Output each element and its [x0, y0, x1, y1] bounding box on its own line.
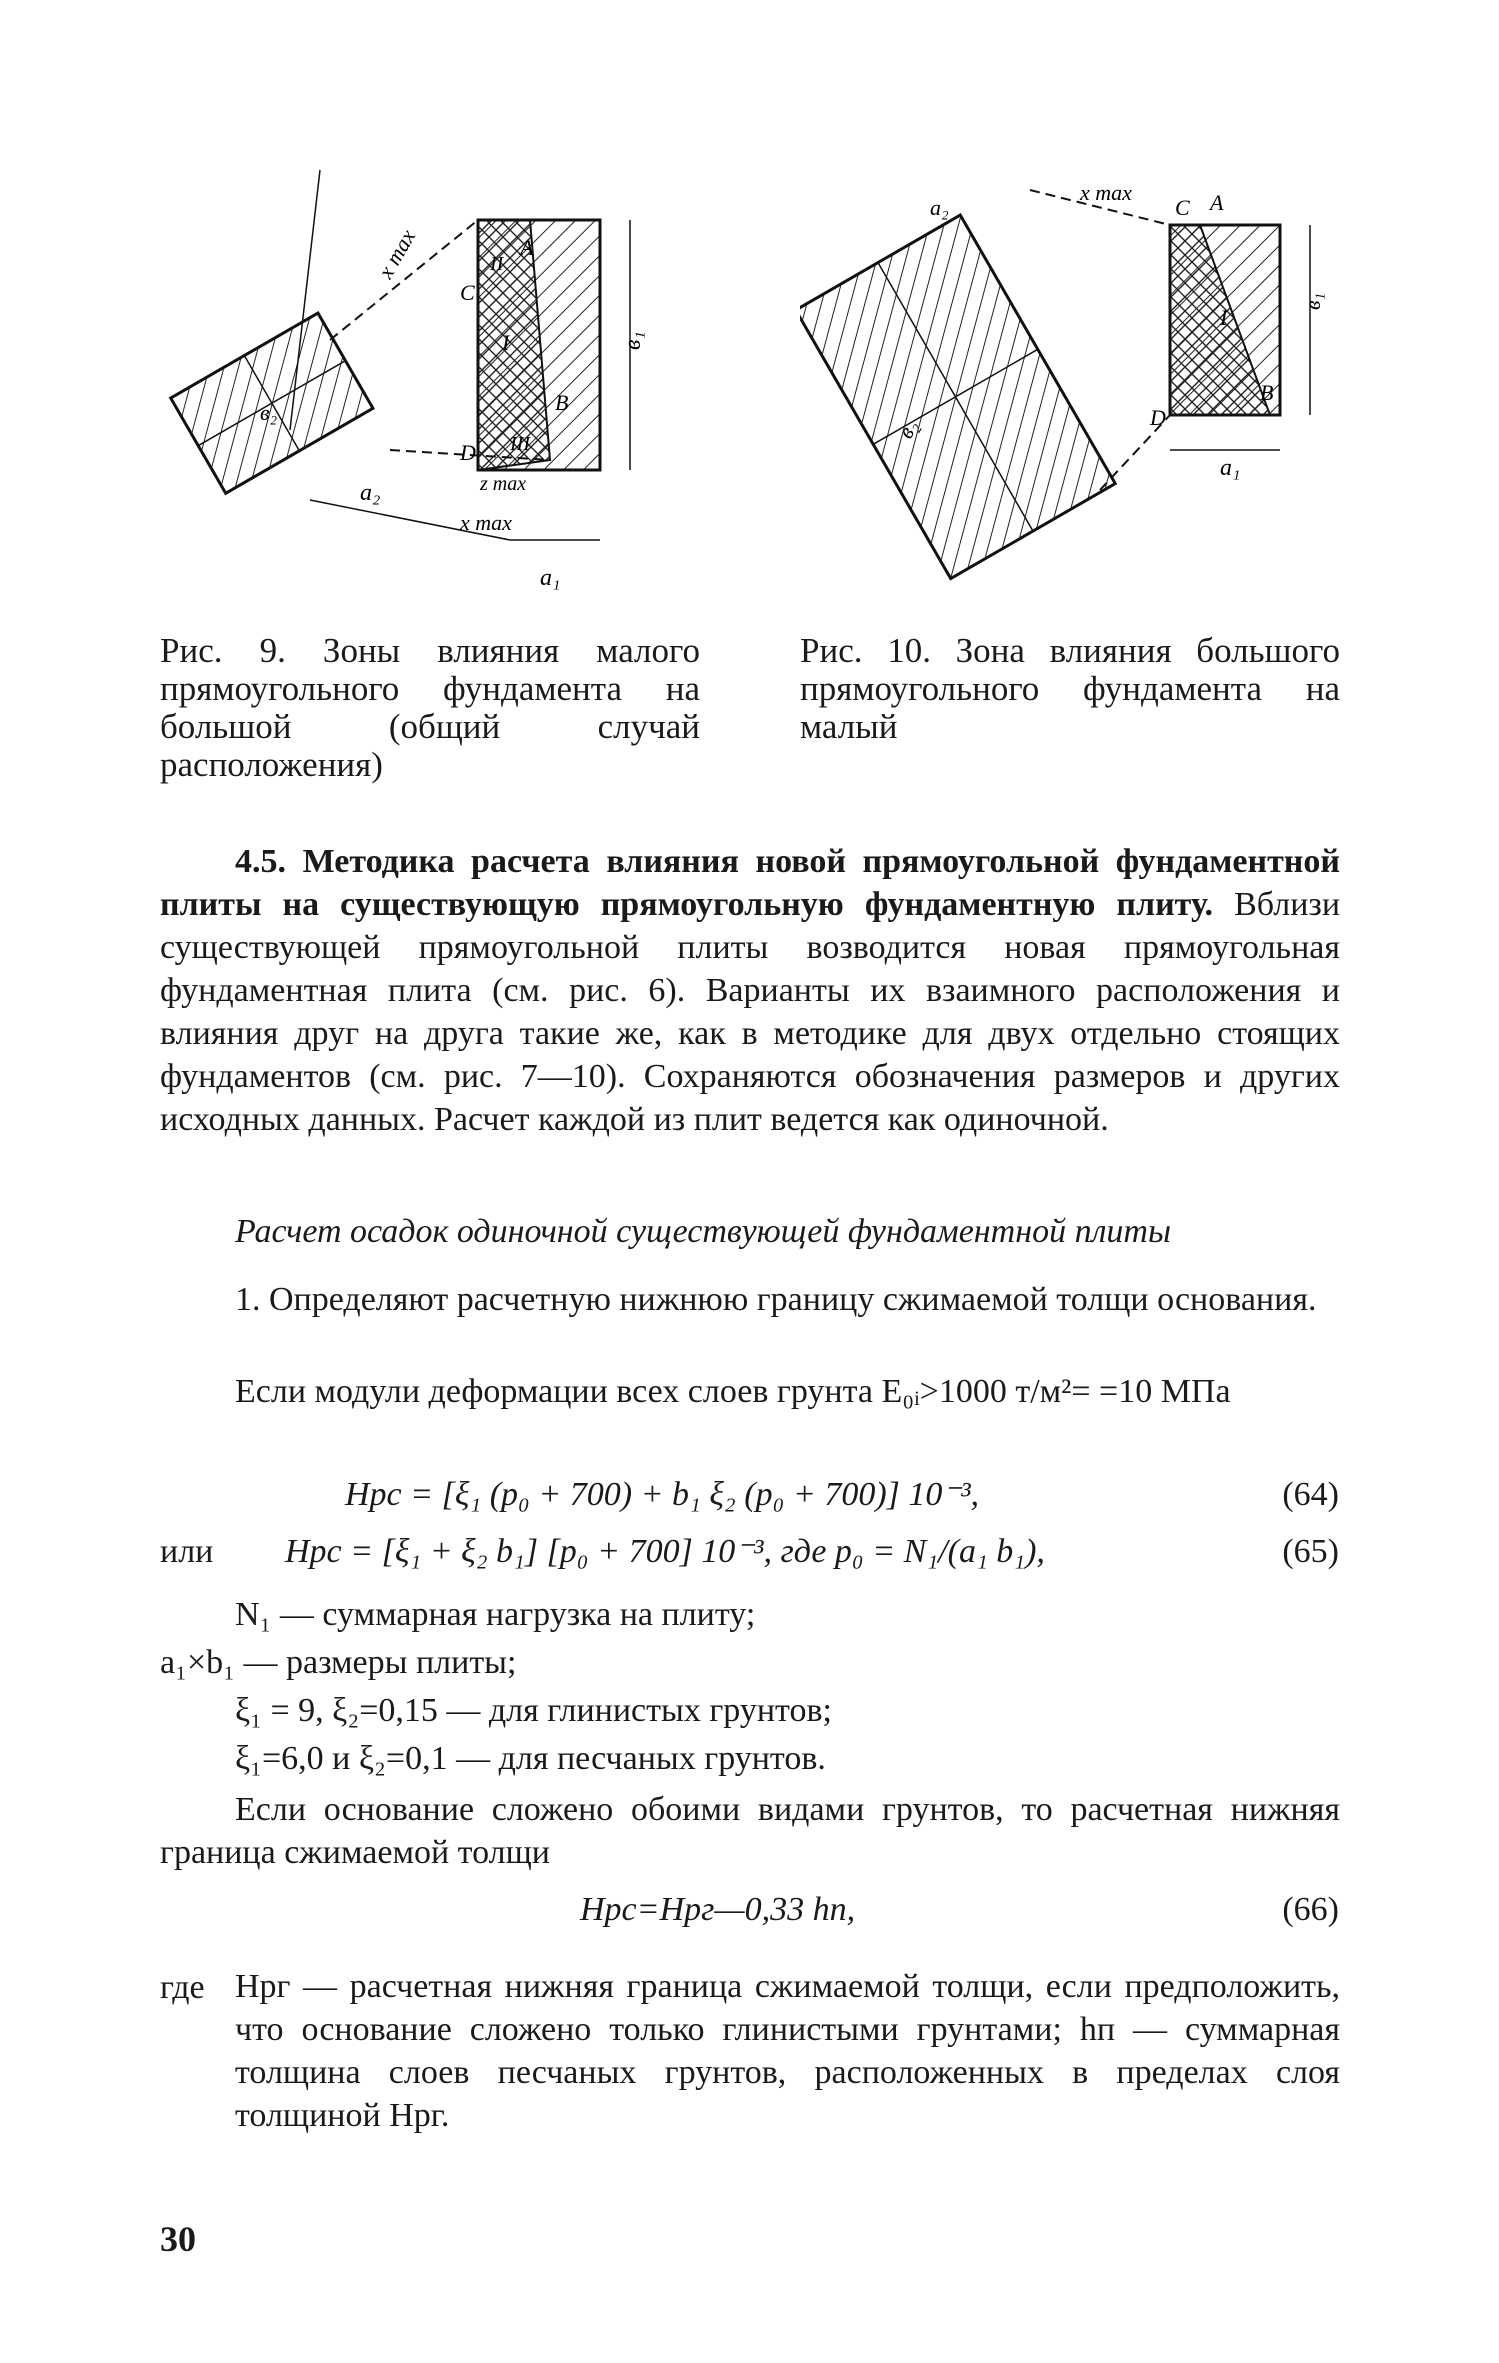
fig9-label-A: A: [520, 235, 534, 260]
fig10-label-b1: в₁: [1300, 292, 1325, 310]
fig10-label-D: D: [1150, 405, 1166, 430]
fig9-label-xmax-bottom: x max: [460, 510, 512, 535]
fig10-label-a2: a₂: [930, 195, 949, 220]
fig9-label-D: D: [460, 440, 476, 465]
definition-4: ξ₁=6,0 и ξ₂=0,1 — для песчаных грунтов.: [235, 1740, 826, 1777]
fig9-label-III: III: [510, 433, 530, 455]
fig10-label-xmax: x max: [1080, 180, 1132, 205]
subheading: Расчет осадок одиночной существующей фундаментной плиты: [235, 1213, 1171, 1250]
fig9-label-b1: в₁: [620, 331, 646, 350]
fig9-label-a2: a₂: [360, 480, 381, 506]
where-text: Hрг — расчетная нижняя граница сжимаемой толщи, если предположить, что основание сложено только глинистыми грунтами; hп — суммарная толщина слоев песчаных грунтов, расположенных в пределах слоя толщиной Hрг.: [235, 1968, 1340, 2134]
definition-1: N₁ — суммарная нагрузка на плиту;: [235, 1596, 756, 1633]
figure-10-drawing: [800, 150, 1340, 590]
equation-65: Hрс = [ξ₁ + ξ₂ b₁] [p₀ + 700] 10⁻³, где p₀ = N₁/(a₁ b₁),: [285, 1533, 1045, 1570]
equation-64-number: (64): [1282, 1476, 1339, 1513]
fig9-label-xmax-top: x max: [372, 225, 421, 283]
equation-64: Hрс = [ξ₁ (p₀ + 700) + b₁ ξ₂ (p₀ + 700)] 10⁻³,: [345, 1476, 980, 1513]
fig10-label-A: A: [1210, 190, 1224, 215]
section-title: 4.5. Методика расчета влияния новой прямоугольной фундаментной плиты на существующую прямоугольную фундаментную плиту.: [160, 843, 1340, 923]
page-number: 30: [160, 2219, 196, 2259]
fig9-label-zmax: z max: [480, 473, 527, 495]
definition-3: ξ₁ = 9, ξ₂=0,15 — для глинистых грунтов;: [235, 1692, 832, 1729]
condition-text: Если модули деформации всех слоев грунта E₀ᵢ>1000 т/м²= =10 МПа: [235, 1373, 1231, 1410]
fig10-label-a1: a₁: [1220, 455, 1241, 481]
fig10-label-b2: в₂: [892, 415, 923, 443]
fig9-label-I: I: [502, 330, 510, 355]
equation-66: Hрс=Hрг—0,33 hп,: [580, 1891, 856, 1928]
fig9-label-b2: в₂: [260, 400, 278, 425]
figure-10-caption: Рис. 10. Зона влияния большого прямоугольного фундамента на малый: [800, 631, 1340, 746]
big-foundation-rect: [800, 215, 1115, 578]
equation-65-number: (65): [1282, 1533, 1339, 1570]
section-paragraph: [160, 840, 1340, 1141]
figure-10: [800, 150, 1340, 590]
step-1: 1. Определяют расчетную нижнюю границу сжимаемой толщи основания.: [235, 1281, 1317, 1318]
equation-65-prefix: или: [160, 1533, 214, 1570]
figure-9-caption: Рис. 9. Зоны влияния малого прямоугольного фундамента на большой (общий случай расположения): [160, 631, 700, 784]
fig9-label-II: II: [490, 253, 504, 275]
section-body: Вблизи существующей прямоугольной плиты возводится новая прямоугольная фундаментная плита (см. рис. 6). Варианты их взаимного расположения и влияния друг на друга такие же, как в методике для двух отдельно стоящих фундаментов (см. рис. 7—10). Сохраняются обозначения размеров и других исходных данных. Расчет каждой из плит ведется как одиночной.: [160, 886, 1341, 1138]
figure-9-drawing: [160, 160, 720, 620]
mixed-text: Если основание сложено обоими видами грунтов, то расчетная нижняя граница сжимаемой толщи: [160, 1791, 1340, 1871]
figure-9: [160, 160, 720, 620]
fig9-label-B: B: [555, 390, 569, 415]
fig9-label-C: C: [460, 280, 475, 305]
fig9-label-a1: a₁: [540, 565, 561, 591]
where-prefix: где: [160, 1969, 205, 2006]
equation-66-number: (66): [1282, 1891, 1339, 1928]
fig10-label-I: I: [1220, 305, 1228, 330]
definition-2: a₁×b₁ — размеры плиты;: [160, 1644, 517, 1681]
fig10-label-B: B: [1260, 380, 1274, 405]
fig10-label-C: C: [1175, 195, 1190, 220]
